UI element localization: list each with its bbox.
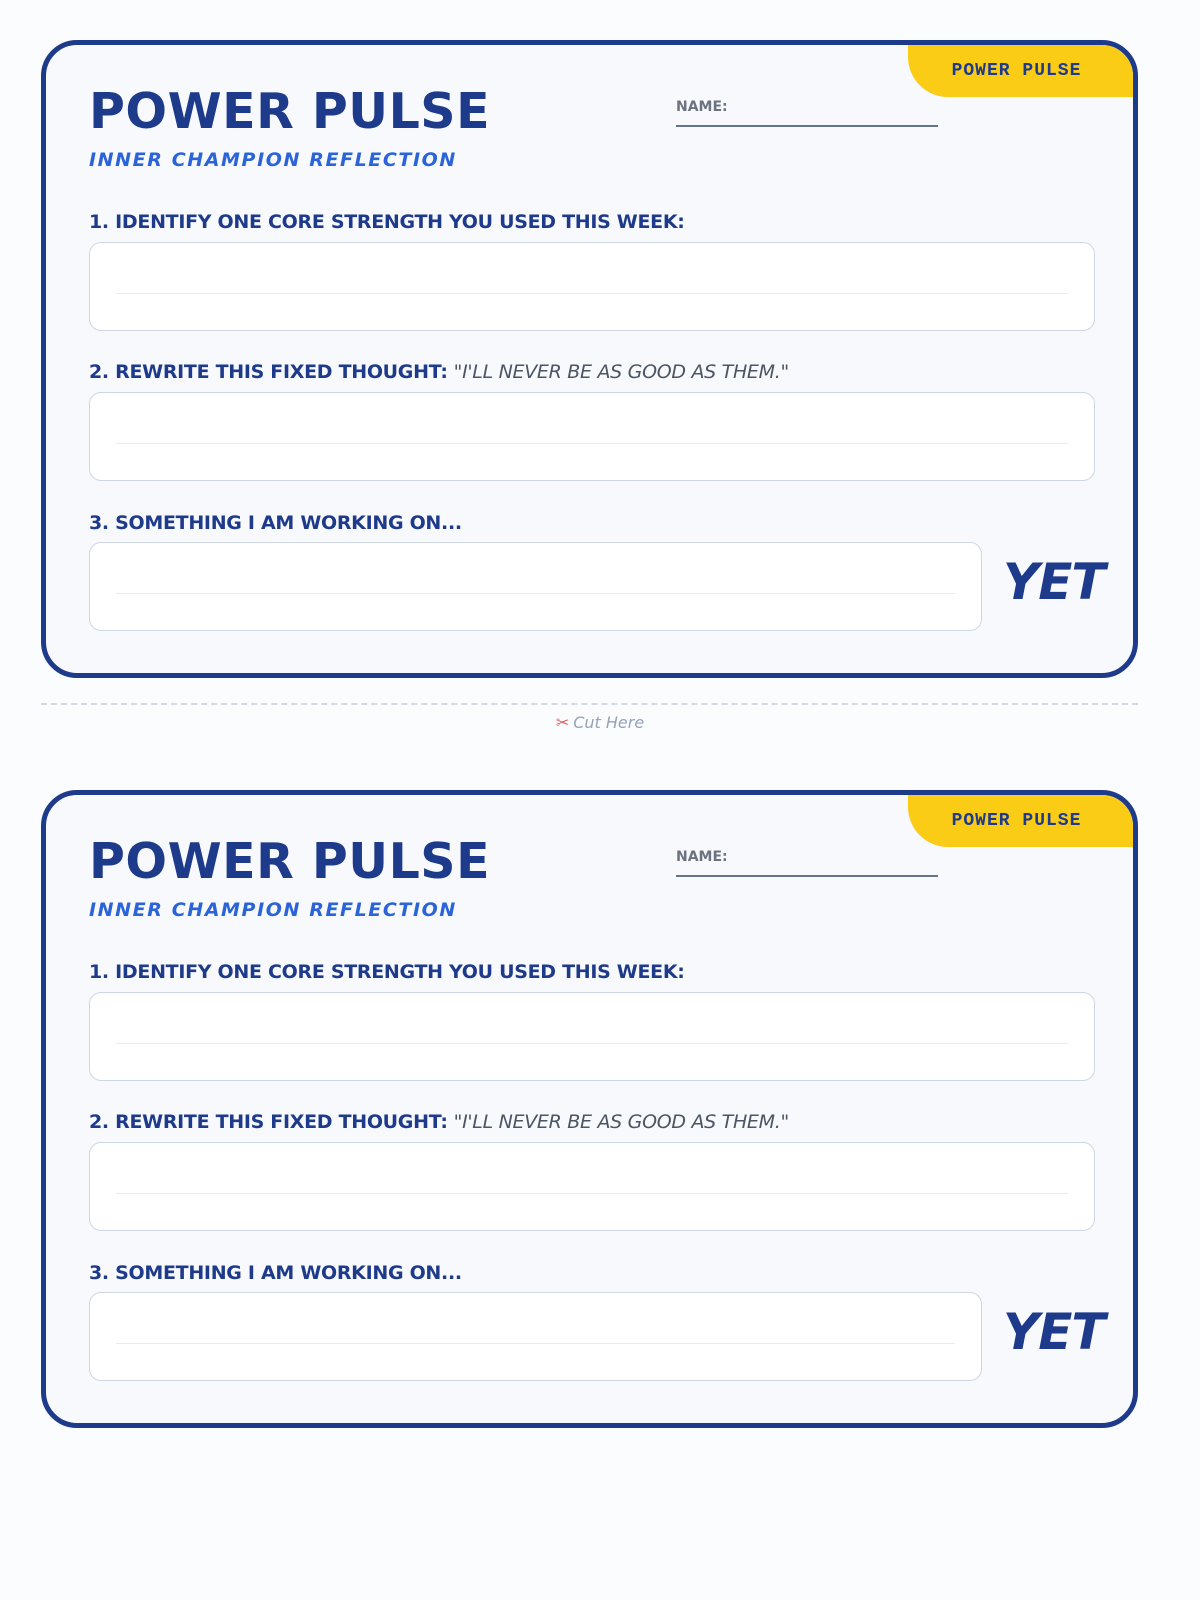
- card-title: POWER PULSE: [89, 833, 491, 890]
- name-field[interactable]: [676, 95, 938, 127]
- reflection-card: [41, 790, 1138, 1428]
- answer-1-box[interactable]: [89, 992, 1095, 1081]
- cut-here-text: Cut Here: [573, 713, 645, 732]
- name-label: NAME:: [676, 849, 728, 865]
- answer-3-box[interactable]: [89, 1292, 982, 1381]
- question-2-text: 2. REWRITE THIS FIXED THOUGHT:: [89, 361, 448, 383]
- card-title: POWER PULSE: [89, 83, 491, 140]
- yet-word: YET: [1003, 553, 1105, 611]
- cut-here-label: [0, 713, 1200, 732]
- answer-2-box[interactable]: [89, 392, 1095, 481]
- question-1-label: 1. IDENTIFY ONE CORE STRENGTH YOU USED THIS WEEK:: [89, 211, 685, 233]
- answer-1-box[interactable]: [89, 242, 1095, 331]
- question-3-label: 3. SOMETHING I AM WORKING ON...: [89, 1262, 462, 1284]
- brand-tab: POWER PULSE: [908, 795, 1133, 847]
- yet-word: YET: [1003, 1303, 1105, 1361]
- card-subtitle: INNER CHAMPION REFLECTION: [89, 149, 457, 171]
- name-label: NAME:: [676, 99, 728, 115]
- fixed-thought-quote: "I'LL NEVER BE AS GOOD AS THEM.": [453, 361, 789, 383]
- question-3-label: 3. SOMETHING I AM WORKING ON...: [89, 512, 462, 534]
- question-2-label: [89, 1111, 789, 1133]
- question-2-label: [89, 361, 789, 383]
- writing-line: [116, 293, 1068, 294]
- question-2-text: 2. REWRITE THIS FIXED THOUGHT:: [89, 1111, 448, 1133]
- answer-2-box[interactable]: [89, 1142, 1095, 1231]
- scissors-icon: ✂: [555, 713, 570, 732]
- writing-line: [116, 443, 1068, 444]
- fixed-thought-quote: "I'LL NEVER BE AS GOOD AS THEM.": [453, 1111, 789, 1133]
- card-subtitle: INNER CHAMPION REFLECTION: [89, 899, 457, 921]
- question-1-label: 1. IDENTIFY ONE CORE STRENGTH YOU USED THIS WEEK:: [89, 961, 685, 983]
- reflection-card: [41, 40, 1138, 678]
- name-field[interactable]: [676, 845, 938, 877]
- writing-line: [116, 1343, 955, 1344]
- brand-tab: POWER PULSE: [908, 45, 1133, 97]
- writing-line: [116, 1043, 1068, 1044]
- writing-line: [116, 1193, 1068, 1194]
- answer-3-box[interactable]: [89, 542, 982, 631]
- cut-line: [41, 703, 1138, 705]
- writing-line: [116, 593, 955, 594]
